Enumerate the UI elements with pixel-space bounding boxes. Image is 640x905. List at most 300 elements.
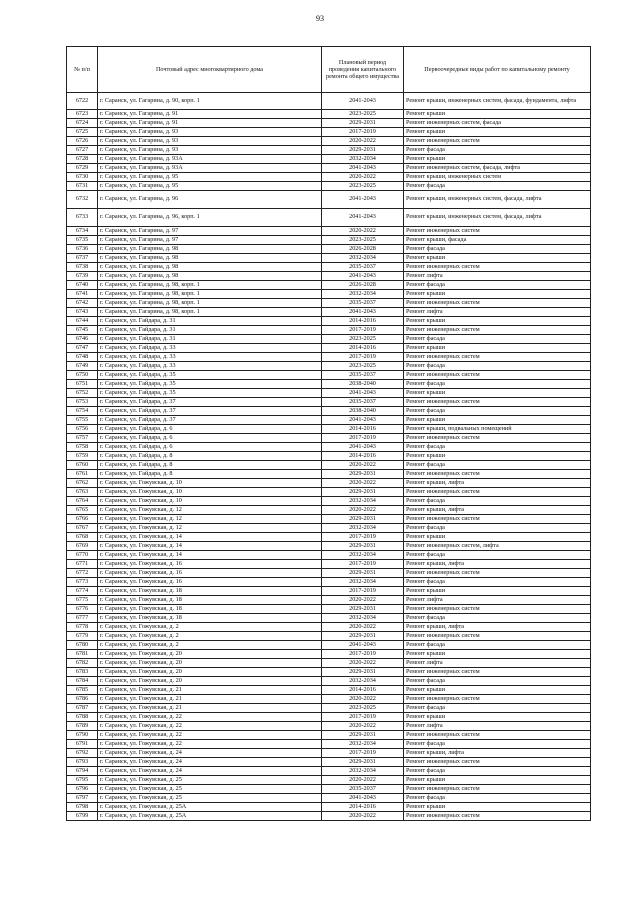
cell-num: 6765	[67, 506, 98, 515]
cell-period: 2014-2016	[322, 425, 404, 434]
cell-num: 6775	[67, 596, 98, 605]
cell-num: 6744	[67, 317, 98, 326]
table-row	[67, 146, 591, 155]
cell-works: Ремонт фасада	[404, 551, 591, 560]
cell-num: 6798	[67, 803, 98, 812]
cell-period: 2017-2019	[322, 560, 404, 569]
cell-num: 6726	[67, 137, 98, 146]
table-row	[67, 281, 591, 290]
cell-num: 6727	[67, 146, 98, 155]
cell-works: Ремонт лифта	[404, 596, 591, 605]
cell-num: 6782	[67, 659, 98, 668]
cell-period: 2023-2025	[322, 335, 404, 344]
cell-address: г. Саранск, ул. Гагарина, д. 97	[98, 227, 322, 236]
cell-works: Ремонт инженерных систем	[404, 695, 591, 704]
table-row	[67, 326, 591, 335]
table-row	[67, 93, 591, 110]
cell-period: 2032-2034	[322, 767, 404, 776]
cell-num: 6725	[67, 128, 98, 137]
table-row	[67, 209, 591, 227]
cell-num: 6731	[67, 182, 98, 191]
cell-period: 2032-2034	[322, 551, 404, 560]
table-row	[67, 677, 591, 686]
cell-address: г. Саранск, ул. Гожувская, д. 18	[98, 605, 322, 614]
table-row	[67, 272, 591, 281]
cell-address: г. Саранск, ул. Гайдара, д. 6	[98, 425, 322, 434]
page-number: 93	[316, 14, 324, 23]
cell-num: 6789	[67, 722, 98, 731]
cell-num: 6771	[67, 560, 98, 569]
table-row	[67, 308, 591, 317]
cell-period: 2029-2031	[322, 605, 404, 614]
cell-num: 6776	[67, 605, 98, 614]
cell-period: 2032-2034	[322, 155, 404, 164]
table-row	[67, 317, 591, 326]
cell-period: 2041-2043	[322, 443, 404, 452]
cell-address: г. Саранск, ул. Гагарина, д. 97	[98, 236, 322, 245]
cell-period: 2020-2022	[322, 623, 404, 632]
cell-period: 2035-2037	[322, 371, 404, 380]
cell-period: 2017-2019	[322, 128, 404, 137]
table-row	[67, 587, 591, 596]
cell-period: 2020-2022	[322, 659, 404, 668]
table-row	[67, 650, 591, 659]
cell-works: Ремонт крыши	[404, 254, 591, 263]
cell-period: 2023-2025	[322, 110, 404, 119]
cell-address: г. Саранск, ул. Гагарина, д. 98	[98, 245, 322, 254]
cell-address: г. Саранск, ул. Гайдара, д. 35	[98, 371, 322, 380]
cell-works: Ремонт крыши, инженерных систем, фасада, лифта	[404, 191, 591, 209]
table-row	[67, 722, 591, 731]
table-body	[67, 93, 591, 821]
cell-period: 2041-2043	[322, 209, 404, 227]
cell-works: Ремонт инженерных систем, лифта	[404, 542, 591, 551]
cell-address: г. Саранск, ул. Гожувская, д. 2	[98, 641, 322, 650]
cell-num: 6755	[67, 416, 98, 425]
cell-period: 2032-2034	[322, 290, 404, 299]
cell-works: Ремонт инженерных систем	[404, 488, 591, 497]
cell-works: Ремонт лифта	[404, 659, 591, 668]
table-row	[67, 767, 591, 776]
cell-works: Ремонт крыши, фасада	[404, 236, 591, 245]
cell-num: 6724	[67, 119, 98, 128]
table-header	[67, 47, 591, 93]
cell-works: Ремонт инженерных систем	[404, 632, 591, 641]
cell-period: 2023-2025	[322, 182, 404, 191]
cell-works: Ремонт крыши, лифта	[404, 623, 591, 632]
cell-works: Ремонт крыши	[404, 416, 591, 425]
cell-works: Ремонт фасада	[404, 245, 591, 254]
header-address: Почтовый адрес многоквартирного дома	[98, 47, 322, 93]
table-row	[67, 245, 591, 254]
cell-works: Ремонт лифта	[404, 722, 591, 731]
cell-address: г. Саранск, ул. Гожувская, д. 16	[98, 578, 322, 587]
cell-period: 2032-2034	[322, 578, 404, 587]
cell-period: 2029-2031	[322, 668, 404, 677]
cell-works: Ремонт фасада	[404, 146, 591, 155]
cell-num: 6741	[67, 290, 98, 299]
cell-period: 2029-2031	[322, 542, 404, 551]
cell-address: г. Саранск, ул. Гожувская, д. 20	[98, 659, 322, 668]
table-row	[67, 128, 591, 137]
table-row	[67, 506, 591, 515]
cell-period: 2041-2043	[322, 794, 404, 803]
cell-address: г. Саранск, ул. Гайдара, д. 8	[98, 470, 322, 479]
cell-num: 6792	[67, 749, 98, 758]
cell-num: 6739	[67, 272, 98, 281]
cell-address: г. Саранск, ул. Гайдара, д. 31	[98, 326, 322, 335]
cell-address: г. Саранск, ул. Гагарина, д. 91	[98, 110, 322, 119]
cell-address: г. Саранск, ул. Гагарина, д. 91	[98, 119, 322, 128]
cell-num: 6770	[67, 551, 98, 560]
cell-works: Ремонт инженерных систем	[404, 326, 591, 335]
table-row	[67, 803, 591, 812]
cell-period: 2029-2031	[322, 758, 404, 767]
table-row	[67, 794, 591, 803]
cell-period: 2020-2022	[322, 173, 404, 182]
cell-num: 6768	[67, 533, 98, 542]
cell-works: Ремонт крыши, лифта	[404, 506, 591, 515]
table-row	[67, 263, 591, 272]
cell-num: 6787	[67, 704, 98, 713]
cell-period: 2020-2022	[322, 722, 404, 731]
cell-address: г. Саранск, ул. Гожувская, д. 22	[98, 740, 322, 749]
cell-period: 2041-2043	[322, 389, 404, 398]
cell-period: 2035-2037	[322, 785, 404, 794]
cell-works: Ремонт крыши, подвальных помещений	[404, 425, 591, 434]
cell-num: 6729	[67, 164, 98, 173]
table-row	[67, 668, 591, 677]
cell-address: г. Саранск, ул. Гагарина, д. 95	[98, 173, 322, 182]
cell-address: г. Саранск, ул. Гагарина, д. 95	[98, 182, 322, 191]
table-row	[67, 776, 591, 785]
cell-works: Ремонт фасада	[404, 767, 591, 776]
table-row	[67, 749, 591, 758]
cell-address: г. Саранск, ул. Гагарина, д. 98, корп. 1	[98, 299, 322, 308]
cell-works: Ремонт фасада	[404, 335, 591, 344]
cell-address: г. Саранск, ул. Гайдара, д. 35	[98, 389, 322, 398]
cell-period: 2041-2043	[322, 416, 404, 425]
cell-period: 2032-2034	[322, 740, 404, 749]
cell-works: Ремонт инженерных систем	[404, 812, 591, 821]
cell-works: Ремонт фасада	[404, 794, 591, 803]
cell-address: г. Саранск, ул. Гагарина, д. 96	[98, 191, 322, 209]
cell-works: Ремонт инженерных систем	[404, 515, 591, 524]
cell-period: 2014-2016	[322, 803, 404, 812]
table-row	[67, 299, 591, 308]
cell-address: г. Саранск, ул. Гагарина, д. 98	[98, 254, 322, 263]
cell-period: 2023-2025	[322, 362, 404, 371]
cell-address: г. Саранск, ул. Гожувская, д. 25	[98, 794, 322, 803]
cell-works: Ремонт инженерных систем	[404, 353, 591, 362]
cell-period: 2023-2025	[322, 236, 404, 245]
cell-address: г. Саранск, ул. Гожувская, д. 18	[98, 596, 322, 605]
cell-address: г. Саранск, ул. Гожувская, д. 12	[98, 524, 322, 533]
cell-works: Ремонт крыши	[404, 686, 591, 695]
cell-num: 6766	[67, 515, 98, 524]
cell-address: г. Саранск, ул. Гожувская, д. 22	[98, 722, 322, 731]
cell-address: г. Саранск, ул. Гожувская, д. 2	[98, 632, 322, 641]
cell-address: г. Саранск, ул. Гожувская, д. 2	[98, 623, 322, 632]
cell-period: 2038-2040	[322, 380, 404, 389]
cell-address: г. Саранск, ул. Гайдара, д. 31	[98, 335, 322, 344]
cell-num: 6728	[67, 155, 98, 164]
cell-num: 6778	[67, 623, 98, 632]
cell-period: 2020-2022	[322, 506, 404, 515]
cell-address: г. Саранск, ул. Гожувская, д. 10	[98, 488, 322, 497]
cell-period: 2017-2019	[322, 326, 404, 335]
cell-period: 2032-2034	[322, 524, 404, 533]
cell-num: 6762	[67, 479, 98, 488]
cell-address: г. Саранск, ул. Гожувская, д. 20	[98, 677, 322, 686]
table-row	[67, 479, 591, 488]
cell-address: г. Саранск, ул. Гайдара, д. 31	[98, 317, 322, 326]
cell-address: г. Саранск, ул. Гожувская, д. 10	[98, 479, 322, 488]
cell-works: Ремонт инженерных систем	[404, 299, 591, 308]
cell-period: 2017-2019	[322, 713, 404, 722]
table-row	[67, 488, 591, 497]
cell-num: 6753	[67, 398, 98, 407]
cell-works: Ремонт крыши	[404, 587, 591, 596]
cell-address: г. Саранск, ул. Гожувская, д. 14	[98, 533, 322, 542]
cell-address: г. Саранск, ул. Гайдара, д. 8	[98, 461, 322, 470]
cell-address: г. Саранск, ул. Гожувская, д. 25А	[98, 812, 322, 821]
cell-num: 6767	[67, 524, 98, 533]
table-row	[67, 344, 591, 353]
table-row	[67, 614, 591, 623]
cell-address: г. Саранск, ул. Гожувская, д. 24	[98, 767, 322, 776]
table-row	[67, 254, 591, 263]
cell-num: 6764	[67, 497, 98, 506]
table-row	[67, 362, 591, 371]
table-row	[67, 497, 591, 506]
table-row	[67, 623, 591, 632]
header-num: № п/п	[67, 47, 98, 93]
table-row	[67, 632, 591, 641]
table-row	[67, 659, 591, 668]
table-row	[67, 560, 591, 569]
cell-works: Ремонт фасада	[404, 182, 591, 191]
cell-period: 2026-2028	[322, 281, 404, 290]
cell-period: 2026-2028	[322, 245, 404, 254]
cell-period: 2035-2037	[322, 263, 404, 272]
table-row	[67, 425, 591, 434]
cell-address: г. Саранск, ул. Гайдара, д. 33	[98, 344, 322, 353]
table-row	[67, 380, 591, 389]
cell-num: 6722	[67, 93, 98, 110]
table-row	[67, 236, 591, 245]
cell-works: Ремонт крыши	[404, 452, 591, 461]
cell-address: г. Саранск, ул. Гожувская, д. 22	[98, 713, 322, 722]
cell-num: 6730	[67, 173, 98, 182]
cell-period: 2041-2043	[322, 641, 404, 650]
cell-works: Ремонт инженерных систем	[404, 263, 591, 272]
cell-period: 2029-2031	[322, 632, 404, 641]
header-period: Плановый период проведения капитального ремонта общего имущества	[322, 47, 404, 93]
capital-repair-table	[66, 46, 591, 821]
table-row	[67, 578, 591, 587]
table-row	[67, 173, 591, 182]
cell-num: 6777	[67, 614, 98, 623]
cell-num: 6795	[67, 776, 98, 785]
cell-address: г. Саранск, ул. Гожувская, д. 16	[98, 560, 322, 569]
cell-works: Ремонт фасада	[404, 281, 591, 290]
cell-address: г. Саранск, ул. Гагарина, д. 96, корп. 1	[98, 209, 322, 227]
cell-works: Ремонт инженерных систем, фасада, лифта	[404, 164, 591, 173]
cell-address: г. Саранск, ул. Гожувская, д. 14	[98, 542, 322, 551]
cell-period: 2017-2019	[322, 434, 404, 443]
cell-num: 6736	[67, 245, 98, 254]
cell-period: 2029-2031	[322, 731, 404, 740]
table-row	[67, 551, 591, 560]
cell-works: Ремонт крыши	[404, 155, 591, 164]
cell-address: г. Саранск, ул. Гожувская, д. 22	[98, 731, 322, 740]
cell-address: г. Саранск, ул. Гайдара, д. 6	[98, 443, 322, 452]
cell-num: 6763	[67, 488, 98, 497]
cell-works: Ремонт фасада	[404, 740, 591, 749]
cell-address: г. Саранск, ул. Гагарина, д. 90, корп. 1	[98, 93, 322, 110]
cell-address: г. Саранск, ул. Гагарина, д. 93	[98, 137, 322, 146]
cell-period: 2020-2022	[322, 776, 404, 785]
cell-works: Ремонт крыши	[404, 290, 591, 299]
cell-address: г. Саранск, ул. Гожувская, д. 25	[98, 776, 322, 785]
cell-works: Ремонт инженерных систем	[404, 470, 591, 479]
cell-address: г. Саранск, ул. Гожувская, д. 12	[98, 515, 322, 524]
cell-period: 2032-2034	[322, 497, 404, 506]
cell-num: 6785	[67, 686, 98, 695]
cell-period: 2023-2025	[322, 704, 404, 713]
cell-num: 6774	[67, 587, 98, 596]
table-row	[67, 704, 591, 713]
cell-period: 2020-2022	[322, 479, 404, 488]
table-row	[67, 407, 591, 416]
cell-address: г. Саранск, ул. Гожувская, д. 21	[98, 686, 322, 695]
table-row	[67, 416, 591, 425]
table-row	[67, 452, 591, 461]
cell-num: 6794	[67, 767, 98, 776]
cell-works: Ремонт инженерных систем	[404, 605, 591, 614]
cell-num: 6749	[67, 362, 98, 371]
cell-address: г. Саранск, ул. Гайдара, д. 8	[98, 452, 322, 461]
cell-period: 2020-2022	[322, 227, 404, 236]
table-row	[67, 119, 591, 128]
cell-works: Ремонт инженерных систем	[404, 668, 591, 677]
cell-address: г. Саранск, ул. Гожувская, д. 16	[98, 569, 322, 578]
cell-num: 6772	[67, 569, 98, 578]
cell-num: 6756	[67, 425, 98, 434]
cell-period: 2032-2034	[322, 254, 404, 263]
cell-address: г. Саранск, ул. Гожувская, д. 20	[98, 650, 322, 659]
table-row	[67, 470, 591, 479]
cell-works: Ремонт фасада	[404, 578, 591, 587]
cell-period: 2017-2019	[322, 587, 404, 596]
cell-works: Ремонт крыши	[404, 389, 591, 398]
cell-address: г. Саранск, ул. Гагарина, д. 98, корп. 1	[98, 308, 322, 317]
table-row	[67, 686, 591, 695]
cell-works: Ремонт фасада	[404, 497, 591, 506]
cell-address: г. Саранск, ул. Гожувская, д. 12	[98, 506, 322, 515]
table-row	[67, 524, 591, 533]
cell-num: 6732	[67, 191, 98, 209]
cell-num: 6786	[67, 695, 98, 704]
cell-period: 2029-2031	[322, 569, 404, 578]
cell-works: Ремонт инженерных систем, фасада	[404, 119, 591, 128]
cell-address: г. Саранск, ул. Гайдара, д. 37	[98, 398, 322, 407]
cell-period: 2041-2043	[322, 308, 404, 317]
cell-num: 6733	[67, 209, 98, 227]
cell-num: 6746	[67, 335, 98, 344]
cell-works: Ремонт фасада	[404, 704, 591, 713]
cell-works: Ремонт фасада	[404, 362, 591, 371]
table-row	[67, 398, 591, 407]
table-row	[67, 758, 591, 767]
cell-num: 6757	[67, 434, 98, 443]
cell-num: 6740	[67, 281, 98, 290]
cell-works: Ремонт инженерных систем	[404, 371, 591, 380]
cell-works: Ремонт фасада	[404, 461, 591, 470]
cell-works: Ремонт крыши, инженерных систем, фасада, лифта	[404, 209, 591, 227]
cell-num: 6760	[67, 461, 98, 470]
table-row	[67, 731, 591, 740]
cell-num: 6784	[67, 677, 98, 686]
cell-num: 6758	[67, 443, 98, 452]
cell-num: 6797	[67, 794, 98, 803]
cell-period: 2041-2043	[322, 272, 404, 281]
cell-works: Ремонт лифта	[404, 308, 591, 317]
table-row	[67, 389, 591, 398]
cell-period: 2029-2031	[322, 119, 404, 128]
cell-works: Ремонт инженерных систем	[404, 434, 591, 443]
cell-works: Ремонт крыши, лифта	[404, 560, 591, 569]
cell-works: Ремонт инженерных систем	[404, 137, 591, 146]
table-row	[67, 335, 591, 344]
table-row	[67, 164, 591, 173]
cell-works: Ремонт крыши, лифта	[404, 749, 591, 758]
table-row	[67, 110, 591, 119]
cell-works: Ремонт инженерных систем	[404, 569, 591, 578]
table-row	[67, 542, 591, 551]
cell-address: г. Саранск, ул. Гожувская, д. 21	[98, 704, 322, 713]
cell-period: 2035-2037	[322, 299, 404, 308]
cell-address: г. Саранск, ул. Гожувская, д. 24	[98, 749, 322, 758]
cell-num: 6793	[67, 758, 98, 767]
cell-period: 2014-2016	[322, 344, 404, 353]
cell-num: 6779	[67, 632, 98, 641]
cell-num: 6790	[67, 731, 98, 740]
cell-num: 6743	[67, 308, 98, 317]
cell-period: 2041-2043	[322, 93, 404, 110]
cell-period: 2041-2043	[322, 191, 404, 209]
cell-num: 6752	[67, 389, 98, 398]
cell-num: 6773	[67, 578, 98, 587]
table-row	[67, 695, 591, 704]
table-row	[67, 353, 591, 362]
cell-period: 2017-2019	[322, 533, 404, 542]
cell-address: г. Саранск, ул. Гагарина, д. 98	[98, 263, 322, 272]
cell-address: г. Саранск, ул. Гагарина, д. 98	[98, 272, 322, 281]
cell-num: 6761	[67, 470, 98, 479]
cell-works: Ремонт крыши	[404, 317, 591, 326]
cell-address: г. Саранск, ул. Гагарина, д. 93А	[98, 155, 322, 164]
cell-works: Ремонт крыши	[404, 533, 591, 542]
cell-works: Ремонт фасада	[404, 443, 591, 452]
cell-period: 2035-2037	[322, 398, 404, 407]
cell-period: 2020-2022	[322, 596, 404, 605]
cell-works: Ремонт фасада	[404, 641, 591, 650]
cell-works: Ремонт крыши, лифта	[404, 479, 591, 488]
cell-period: 2041-2043	[322, 164, 404, 173]
cell-address: г. Саранск, ул. Гагарина, д. 93	[98, 146, 322, 155]
